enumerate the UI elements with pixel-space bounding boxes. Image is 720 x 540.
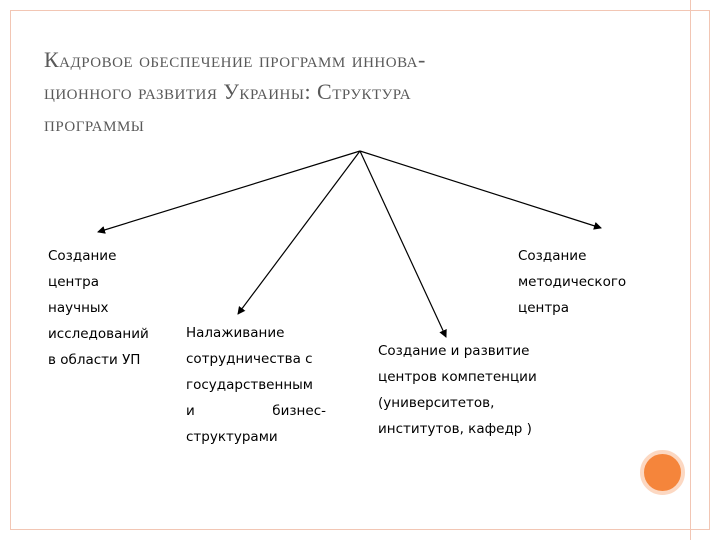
node-text: Создание <box>518 248 587 264</box>
node-text: научных <box>48 300 109 316</box>
title-line-1: Кадровое обеспечение программ иннова- <box>44 47 426 72</box>
decorative-circle <box>640 450 685 495</box>
node-text: центра <box>518 300 570 316</box>
node-text: центра <box>48 274 100 290</box>
node-competence-centers <box>378 338 537 442</box>
node-text: бизнес- <box>272 403 326 419</box>
node-text: в области УП <box>48 352 141 368</box>
node-methodical-center <box>518 243 626 321</box>
node-text: институтов, кафедр ) <box>378 421 532 437</box>
node-text: государственным <box>186 377 313 393</box>
title-line-2: ционного развития Украины: Структура <box>44 79 412 104</box>
arrow-to-research-center <box>98 151 360 232</box>
node-text: Налаживание <box>186 325 285 341</box>
node-research-center <box>48 243 149 373</box>
node-text: Создание и развитие <box>378 343 530 359</box>
node-text: структурами <box>186 429 278 445</box>
node-text: центров компетенции <box>378 369 537 385</box>
arrow-to-competence-centers <box>360 151 446 337</box>
node-cooperation <box>186 320 326 450</box>
node-text: и <box>186 403 195 419</box>
node-text-row <box>186 398 326 424</box>
node-text: исследований <box>48 326 149 342</box>
arrow-to-cooperation <box>238 151 360 314</box>
title-line-3: программы <box>44 111 145 136</box>
arrow-to-methodical-center <box>360 151 601 228</box>
node-text: Создание <box>48 248 117 264</box>
node-text: сотрудничества с <box>186 351 313 367</box>
node-text: (университетов, <box>378 395 495 411</box>
node-text: методического <box>518 274 627 290</box>
